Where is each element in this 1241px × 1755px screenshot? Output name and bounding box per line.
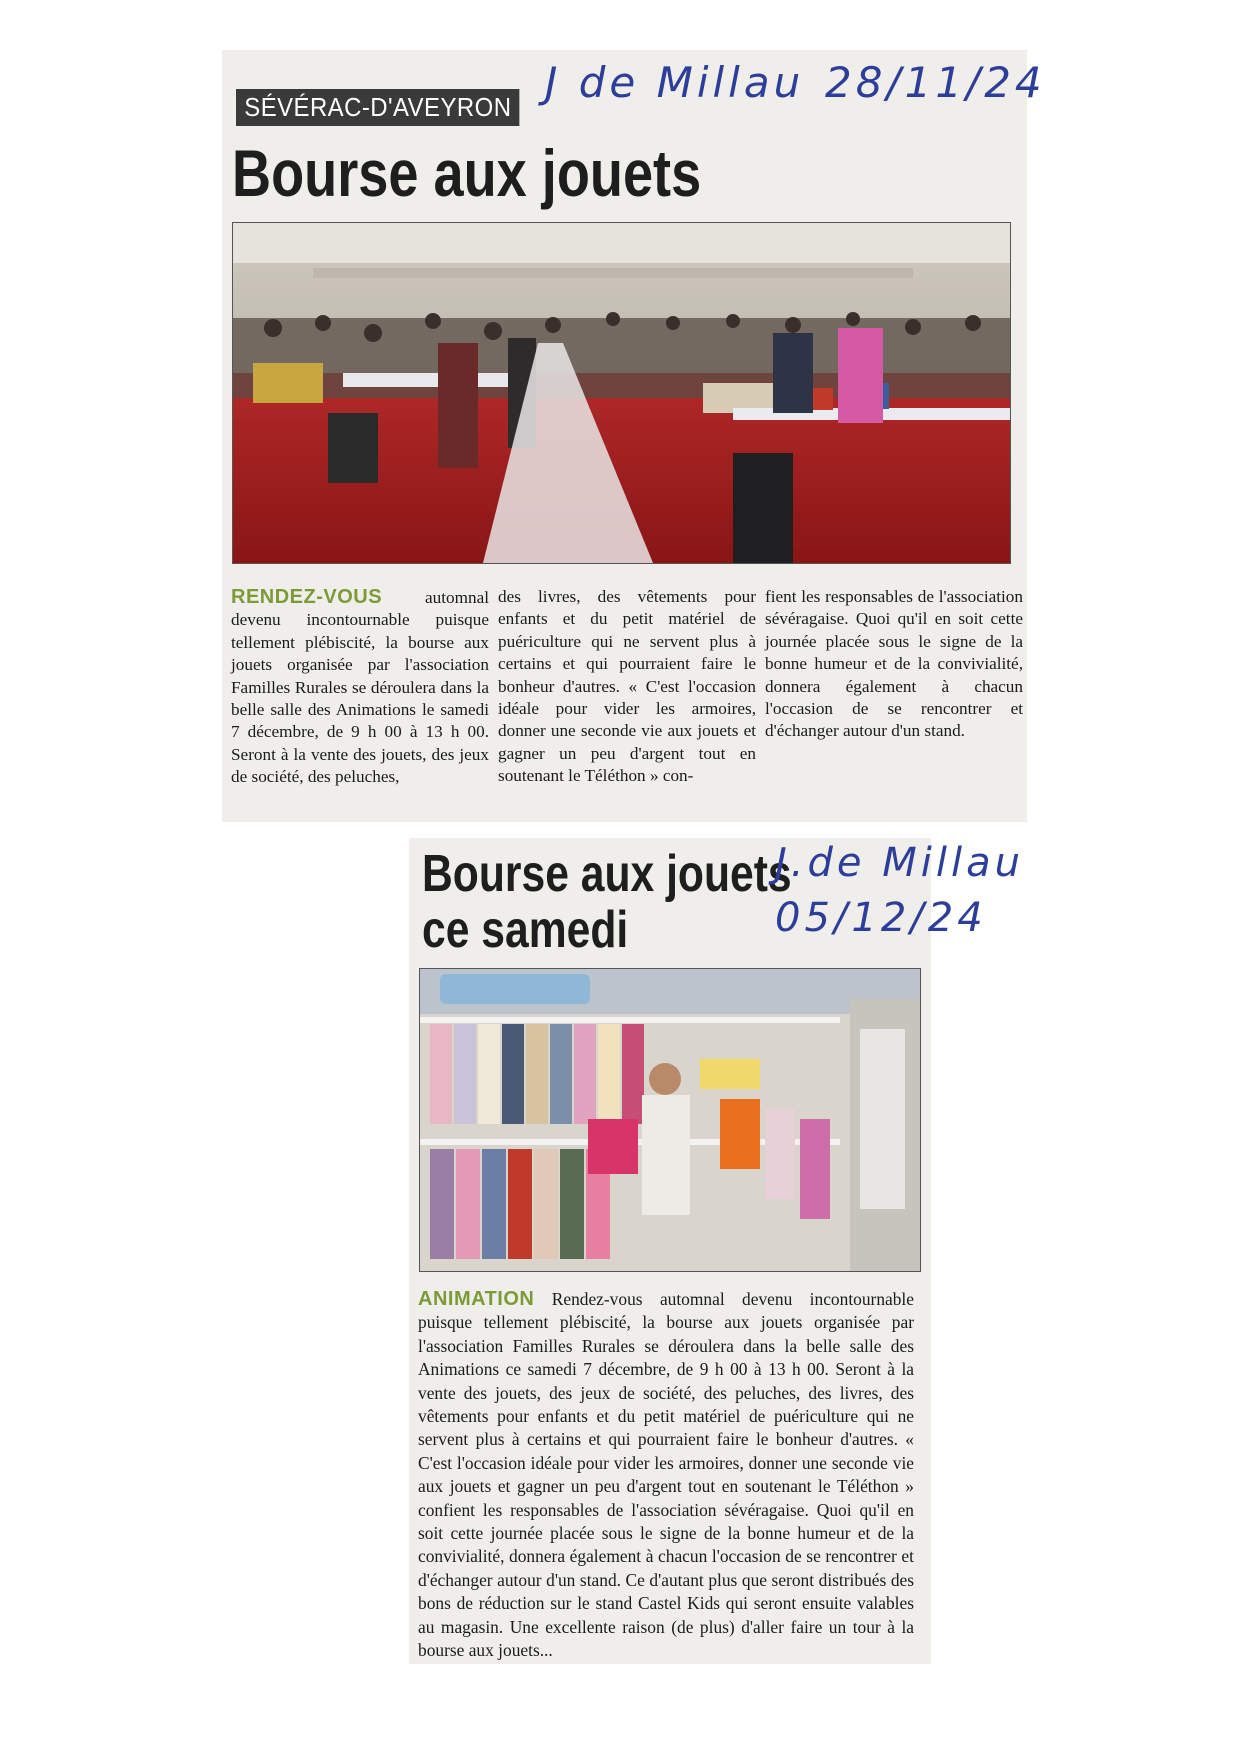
photo-clothing-stand-image xyxy=(420,969,920,1271)
handwritten-source-1: J de Millau xyxy=(545,58,805,107)
headline-2-line-2: ce samedi xyxy=(422,901,629,959)
handwritten-date-2: 05/12/24 xyxy=(775,895,987,941)
article-1-column-2: des livres, des vêtements pour enfants et du petit matériel de puériculture qui ne servent plus à certains et qui pourraient faire le bonheur d'autres. « C'est l'occasion idéale pour vider les armoires, donner une seconde vie aux jouets et gagner un peu d'argent tout en soutenant le Téléthon » con- xyxy=(498,587,756,786)
handwritten-source-2: J.de Millau xyxy=(775,840,1024,886)
headline-1: Bourse aux jouets xyxy=(232,136,702,210)
article-2-body xyxy=(418,1288,914,1663)
locality-tag: SÉVÉRAC-D'AVEYRON xyxy=(236,89,520,126)
article-2-body-text: Rendez-vous automnal devenu incontournable puisque tellement plébiscité, la bourse aux jouets organisée par l'association Familles Rurales se déroulera dans la belle salle des Animations ce samedi 7 décembre, de 9 h 00 à 13 h 00. Seront à la vente des jouets, des jeux de société, des peluches, des livres, des vêtements pour enfants et du petit matériel de puériculture qui ne servent plus à certains et qui pourraient faire le bonheur d'autres. « C'est l'occasion idéale pour vider les armoires, donner une seconde vie aux jouets et gagner un peu d'argent tout en soutenant le Téléthon » confient les responsables de l'association sévéragaise. Quoi qu'il en soit cette journée placée sous le signe de la bonne humeur et de la convivialité, donnera également à chacun l'occasion de se rencontrer et d'échanger autour d'un stand. Ce d'autant plus que seront distribués des bons de réduction sur le stand Castel Kids qui seront ensuite valables au magasin. Une excellente raison (de plus) d'aller faire un tour à la bourse aux jouets... xyxy=(418,1289,914,1661)
photo-toy-market-hall xyxy=(232,222,1011,564)
photo-toy-market-hall-image xyxy=(233,223,1010,563)
kicker-animation: ANIMATION xyxy=(418,1288,535,1310)
handwritten-date-1: 28/11/24 xyxy=(825,58,1046,107)
kicker-rendez-vous: RENDEZ-VOUS xyxy=(231,586,383,608)
headline-2-line-1: Bourse aux jouets xyxy=(422,845,792,903)
article-1-column-1 xyxy=(231,586,489,789)
headline-2 xyxy=(422,846,792,958)
article-1-column-3: fient les responsables de l'association sévéragaise. Quoi qu'il en soit cette journée placée sous le signe de la bonne humeur et de la convivialité, donnera également à chacun l'occasion de se rencontrer et d'échanger autour d'un stand. xyxy=(765,587,1023,741)
article-1-column-1-text: automnal devenu incontournable puisque tellement plébiscité, la bourse aux jouets organisée par l'association Familles Rurales se déroulera dans la belle salle des Animations le samedi 7 décembre, de 9 h 00 à 13 h 00. Seront à la vente des jouets, des jeux de société, des peluches, xyxy=(231,588,489,787)
photo-clothing-stand xyxy=(419,968,921,1272)
